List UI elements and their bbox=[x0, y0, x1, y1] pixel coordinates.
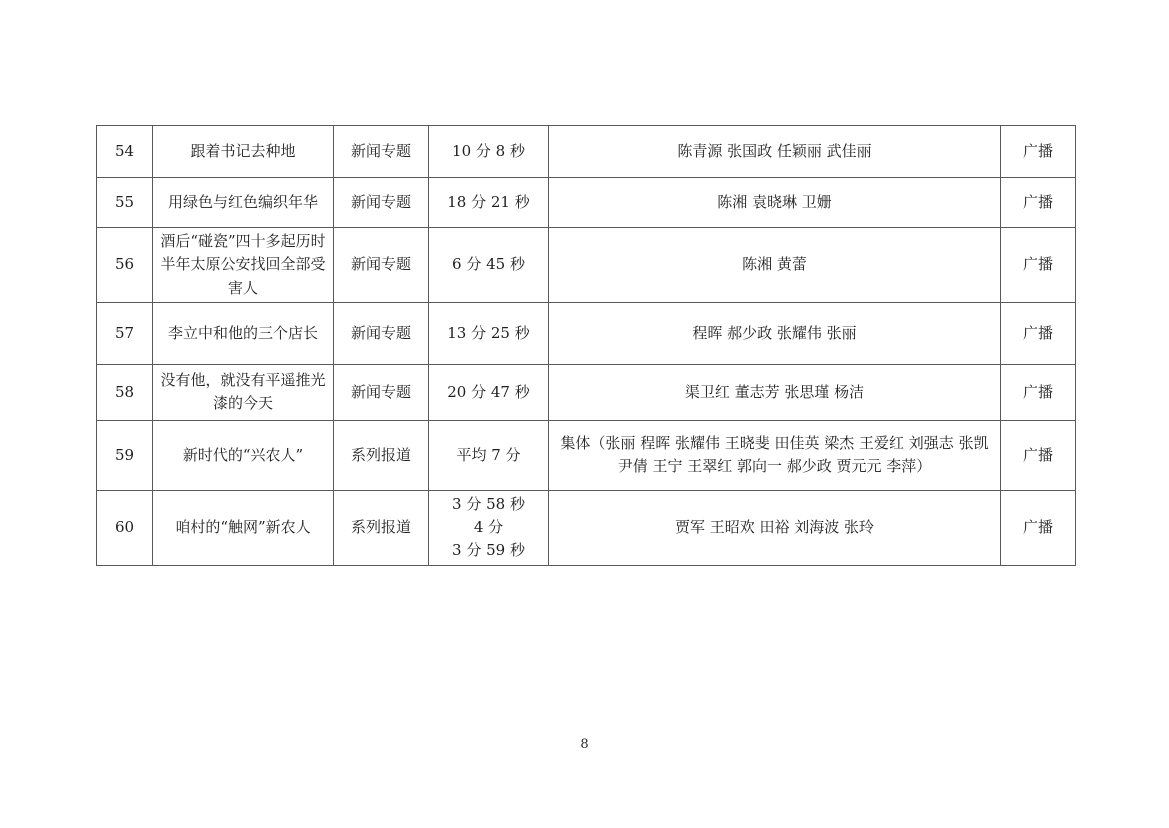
medium-cell: 广播 bbox=[1001, 420, 1076, 490]
row-index-cell: 56 bbox=[97, 228, 153, 303]
program-table-body bbox=[97, 126, 1076, 566]
duration-line: 4 分 bbox=[473, 518, 504, 536]
duration-line: 18 分 21 秒 bbox=[447, 192, 530, 211]
category-cell: 新闻专题 bbox=[334, 364, 429, 420]
duration-line: 3 分 58 秒 bbox=[452, 494, 525, 513]
row-index-cell: 58 bbox=[97, 364, 153, 420]
table-row bbox=[97, 490, 1076, 565]
duration-cell bbox=[429, 126, 549, 178]
medium-cell: 广播 bbox=[1001, 302, 1076, 364]
category-cell: 系列报道 bbox=[334, 420, 429, 490]
title-cell: 新时代的“兴农人” bbox=[153, 420, 334, 490]
medium-cell: 广播 bbox=[1001, 126, 1076, 178]
duration-cell bbox=[429, 178, 549, 228]
title-cell: 跟着书记去种地 bbox=[153, 126, 334, 178]
title-cell: 咱村的“触网”新农人 bbox=[153, 490, 334, 565]
table-row bbox=[97, 228, 1076, 303]
duration-line: 10 分 8 秒 bbox=[452, 141, 525, 160]
title-cell: 酒后“碰瓷”四十多起历时半年太原公安找回全部受害人 bbox=[153, 228, 334, 303]
row-index-cell: 57 bbox=[97, 302, 153, 364]
medium-cell: 广播 bbox=[1001, 228, 1076, 303]
duration-line: 13 分 25 秒 bbox=[447, 323, 530, 342]
title-cell: 没有他，就没有平遥推光漆的今天 bbox=[153, 364, 334, 420]
people-cell: 贾军 王昭欢 田裕 刘海波 张玲 bbox=[549, 490, 1001, 565]
people-cell: 集体（张丽 程晖 张耀伟 王晓斐 田佳英 梁杰 王爱红 刘强志 张凯 尹倩 王宁 王翠红 郭向一 郝少政 贾元元 李萍） bbox=[549, 420, 1001, 490]
duration-line: 20 分 47 秒 bbox=[447, 382, 530, 401]
row-index-cell: 59 bbox=[97, 420, 153, 490]
duration-cell bbox=[429, 420, 549, 490]
title-cell: 李立中和他的三个店长 bbox=[153, 302, 334, 364]
duration-line: 平均 7 分 bbox=[456, 445, 521, 464]
duration-cell bbox=[429, 490, 549, 565]
people-cell: 陈湘 袁晓琳 卫姗 bbox=[549, 178, 1001, 228]
table-row bbox=[97, 126, 1076, 178]
row-index-cell: 60 bbox=[97, 490, 153, 565]
duration-cell bbox=[429, 302, 549, 364]
table-row bbox=[97, 364, 1076, 420]
medium-cell: 广播 bbox=[1001, 364, 1076, 420]
people-cell: 陈青源 张国政 任颖丽 武佳丽 bbox=[549, 126, 1001, 178]
duration-cell bbox=[429, 228, 549, 303]
title-cell: 用绿色与红色编织年华 bbox=[153, 178, 334, 228]
program-table bbox=[96, 125, 1076, 566]
duration-line: 3 分 59 秒 bbox=[452, 541, 525, 560]
table-row bbox=[97, 178, 1076, 228]
table-row bbox=[97, 420, 1076, 490]
category-cell: 新闻专题 bbox=[334, 178, 429, 228]
people-cell: 渠卫红 董志芳 张思瑾 杨洁 bbox=[549, 364, 1001, 420]
page-number: 8 bbox=[580, 737, 589, 752]
category-cell: 新闻专题 bbox=[334, 302, 429, 364]
category-cell: 新闻专题 bbox=[334, 228, 429, 303]
row-index-cell: 54 bbox=[97, 126, 153, 178]
duration-cell bbox=[429, 364, 549, 420]
table-row bbox=[97, 302, 1076, 364]
category-cell: 系列报道 bbox=[334, 490, 429, 565]
people-cell: 陈湘 黄蕾 bbox=[549, 228, 1001, 303]
medium-cell: 广播 bbox=[1001, 490, 1076, 565]
row-index-cell: 55 bbox=[97, 178, 153, 228]
medium-cell: 广播 bbox=[1001, 178, 1076, 228]
category-cell: 新闻专题 bbox=[334, 126, 429, 178]
people-cell: 程晖 郝少政 张耀伟 张丽 bbox=[549, 302, 1001, 364]
duration-line: 6 分 45 秒 bbox=[452, 255, 525, 274]
